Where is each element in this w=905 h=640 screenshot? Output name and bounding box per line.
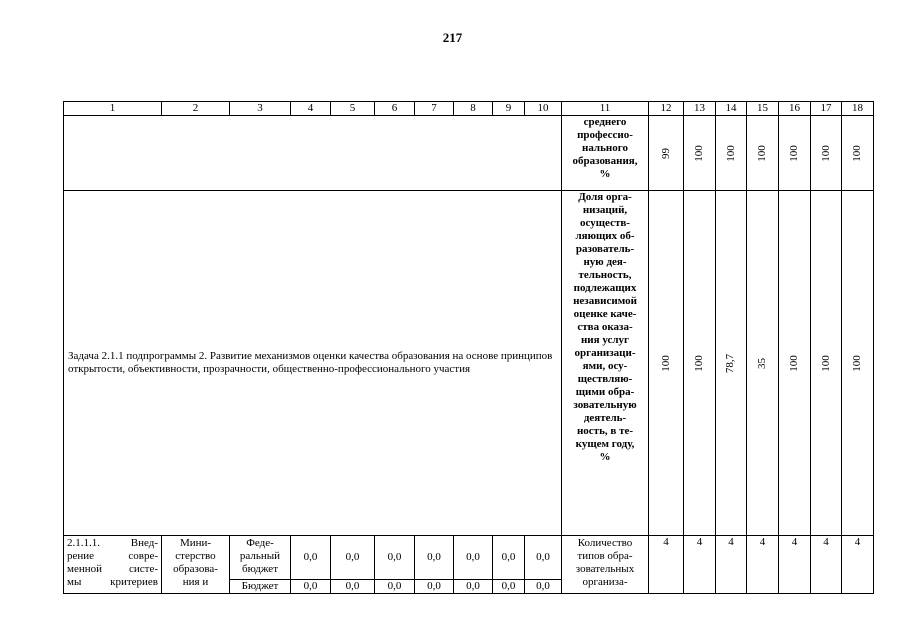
header-cell: 14 [716, 102, 747, 116]
value-cell: 4 [779, 536, 811, 594]
finance-cell: 0,0 [493, 580, 525, 594]
header-cell: 3 [230, 102, 291, 116]
value-cell: 4 [842, 536, 874, 594]
value-cell: 100 [747, 116, 779, 191]
table-row [64, 191, 874, 536]
finance-cell: 0,0 [331, 536, 375, 580]
header-cell: 1 [64, 102, 162, 116]
value-cell: 100 [811, 116, 842, 191]
header-cell: 4 [291, 102, 331, 116]
header-cell: 2 [162, 102, 230, 116]
value-cell: 100 [842, 191, 874, 536]
value-cell: 78,7 [716, 191, 747, 536]
table-row [64, 116, 874, 191]
funding-source-cell: Бюджет [230, 580, 291, 594]
indicator-cell: среднего профессио- нального образования, % [562, 116, 649, 191]
task-description: Задача 2.1.1 подпрограммы 2. Развитие механизмов оценки качества образования на основе принципов открытости, объективности, прозрачности, общественно-профессионального участия [64, 191, 562, 536]
value-cell: 100 [684, 116, 716, 191]
page-number: 217 [442, 30, 463, 45]
header-cell: 12 [649, 102, 684, 116]
finance-cell: 0,0 [454, 536, 493, 580]
finance-cell: 0,0 [493, 536, 525, 580]
value-cell: 100 [649, 191, 684, 536]
finance-cell: 0,0 [291, 536, 331, 580]
value-cell: 4 [649, 536, 684, 594]
finance-cell: 0,0 [525, 536, 562, 580]
header-cell: 15 [747, 102, 779, 116]
finance-cell: 0,0 [454, 580, 493, 594]
value-cell: 4 [684, 536, 716, 594]
indicators-table [63, 101, 874, 594]
value-cell: 100 [779, 116, 811, 191]
header-cell: 13 [684, 102, 716, 116]
indicator-cell: Количество типов обра- зовательных организа- [562, 536, 649, 594]
finance-cell: 0,0 [525, 580, 562, 594]
empty-cell [64, 116, 562, 191]
value-cell: 4 [811, 536, 842, 594]
finance-cell: 0,0 [375, 536, 415, 580]
header-cell: 11 [562, 102, 649, 116]
finance-cell: 0,0 [375, 580, 415, 594]
value-cell: 4 [716, 536, 747, 594]
table-row [64, 536, 874, 580]
value-cell: 100 [684, 191, 716, 536]
value-cell: 100 [716, 116, 747, 191]
value-cell: 99 [649, 116, 684, 191]
header-cell: 17 [811, 102, 842, 116]
header-cell: 6 [375, 102, 415, 116]
value-cell: 100 [811, 191, 842, 536]
header-cell: 9 [493, 102, 525, 116]
indicator-cell: Доля орга- низаций, осуществ- ляющих об- разователь- ную дея- тельность, подлежащих независимой оценке каче- ства оказа- ния услуг организаци- ями, осу- ществляю- щими обра- зовательную деятель- ность, в те- кущем году, % [562, 191, 649, 536]
finance-cell: 0,0 [415, 580, 454, 594]
header-cell: 16 [779, 102, 811, 116]
finance-cell: 0,0 [331, 580, 375, 594]
header-cell: 18 [842, 102, 874, 116]
value-cell: 100 [779, 191, 811, 536]
value-cell: 100 [842, 116, 874, 191]
finance-cell: 0,0 [291, 580, 331, 594]
value-cell: 35 [747, 191, 779, 536]
executor-cell: Мини- стерство образова- ния и [162, 536, 230, 594]
header-cell: 7 [415, 102, 454, 116]
header-cell: 8 [454, 102, 493, 116]
header-cell: 10 [525, 102, 562, 116]
header-row [64, 102, 874, 116]
funding-source-cell: Феде- ральный бюджет [230, 536, 291, 580]
value-cell: 4 [747, 536, 779, 594]
finance-cell: 0,0 [415, 536, 454, 580]
header-cell: 5 [331, 102, 375, 116]
measure-cell: 2.1.1.1. Внед- рение совре- менной систе- мы критериев [64, 536, 162, 594]
